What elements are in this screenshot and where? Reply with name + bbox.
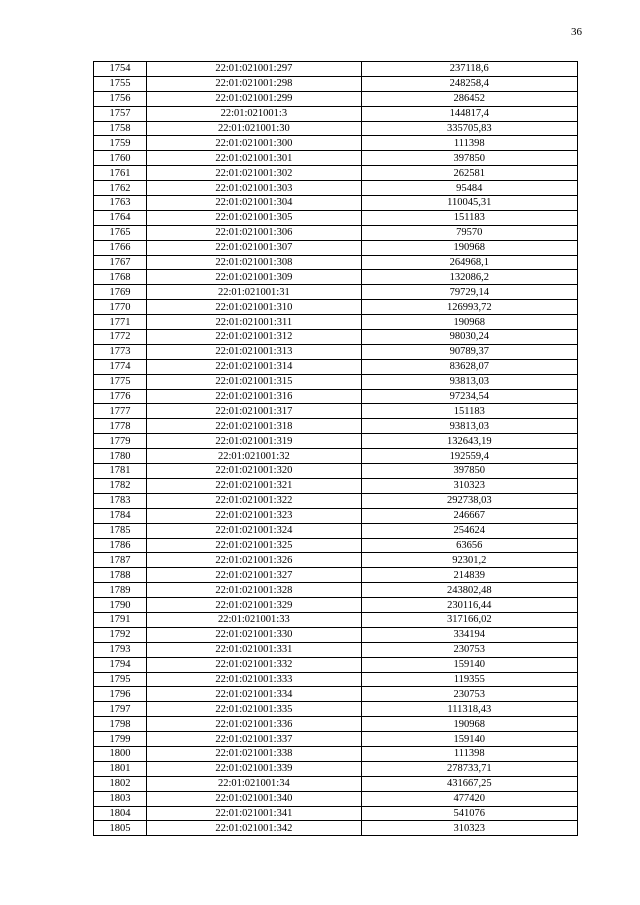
cadastral-number-cell: 22:01:021001:30 bbox=[147, 121, 361, 136]
table-row bbox=[94, 746, 578, 761]
value-cell: 93813,03 bbox=[361, 419, 577, 434]
table-row bbox=[94, 598, 578, 613]
table-row bbox=[94, 181, 578, 196]
cadastral-number-cell: 22:01:021001:342 bbox=[147, 821, 361, 836]
value-cell: 132643,19 bbox=[361, 434, 577, 449]
row-number-cell: 1764 bbox=[94, 210, 147, 225]
table-row bbox=[94, 493, 578, 508]
cadastral-number-cell: 22:01:021001:318 bbox=[147, 419, 361, 434]
cadastral-number-cell: 22:01:021001:337 bbox=[147, 732, 361, 747]
row-number-cell: 1788 bbox=[94, 568, 147, 583]
row-number-cell: 1802 bbox=[94, 776, 147, 791]
cadastral-number-cell: 22:01:021001:302 bbox=[147, 166, 361, 181]
row-number-cell: 1780 bbox=[94, 449, 147, 464]
value-cell: 119355 bbox=[361, 672, 577, 687]
value-cell: 230753 bbox=[361, 642, 577, 657]
value-cell: 98030,24 bbox=[361, 330, 577, 345]
table-row bbox=[94, 568, 578, 583]
table-row bbox=[94, 210, 578, 225]
value-cell: 397850 bbox=[361, 151, 577, 166]
value-cell: 93813,03 bbox=[361, 374, 577, 389]
table-row bbox=[94, 732, 578, 747]
cadastral-number-cell: 22:01:021001:297 bbox=[147, 62, 361, 77]
table-row bbox=[94, 419, 578, 434]
value-cell: 310323 bbox=[361, 821, 577, 836]
row-number-cell: 1783 bbox=[94, 493, 147, 508]
cadastral-number-cell: 22:01:021001:307 bbox=[147, 240, 361, 255]
value-cell: 111318,43 bbox=[361, 702, 577, 717]
value-cell: 132086,2 bbox=[361, 270, 577, 285]
table-row bbox=[94, 404, 578, 419]
row-number-cell: 1792 bbox=[94, 627, 147, 642]
table-row bbox=[94, 225, 578, 240]
value-cell: 317166,02 bbox=[361, 612, 577, 627]
value-cell: 190968 bbox=[361, 717, 577, 732]
row-number-cell: 1779 bbox=[94, 434, 147, 449]
cadastral-number-cell: 22:01:021001:299 bbox=[147, 91, 361, 106]
table-row bbox=[94, 76, 578, 91]
value-cell: 230116,44 bbox=[361, 598, 577, 613]
cadastral-number-cell: 22:01:021001:336 bbox=[147, 717, 361, 732]
row-number-cell: 1785 bbox=[94, 523, 147, 538]
row-number-cell: 1799 bbox=[94, 732, 147, 747]
row-number-cell: 1798 bbox=[94, 717, 147, 732]
value-cell: 111398 bbox=[361, 746, 577, 761]
value-cell: 262581 bbox=[361, 166, 577, 181]
table-row bbox=[94, 523, 578, 538]
value-cell: 92301,2 bbox=[361, 553, 577, 568]
cadastral-number-cell: 22:01:021001:304 bbox=[147, 196, 361, 211]
value-cell: 63656 bbox=[361, 538, 577, 553]
table-row bbox=[94, 285, 578, 300]
table-row bbox=[94, 464, 578, 479]
row-number-cell: 1754 bbox=[94, 62, 147, 77]
table-row bbox=[94, 478, 578, 493]
row-number-cell: 1796 bbox=[94, 687, 147, 702]
cadastral-number-cell: 22:01:021001:323 bbox=[147, 508, 361, 523]
row-number-cell: 1784 bbox=[94, 508, 147, 523]
row-number-cell: 1804 bbox=[94, 806, 147, 821]
row-number-cell: 1772 bbox=[94, 330, 147, 345]
row-number-cell: 1778 bbox=[94, 419, 147, 434]
cadastral-number-cell: 22:01:021001:309 bbox=[147, 270, 361, 285]
row-number-cell: 1801 bbox=[94, 761, 147, 776]
row-number-cell: 1758 bbox=[94, 121, 147, 136]
cadastral-number-cell: 22:01:021001:325 bbox=[147, 538, 361, 553]
cadastral-number-cell: 22:01:021001:315 bbox=[147, 374, 361, 389]
table-row bbox=[94, 330, 578, 345]
value-cell: 254624 bbox=[361, 523, 577, 538]
cadastral-number-cell: 22:01:021001:31 bbox=[147, 285, 361, 300]
row-number-cell: 1791 bbox=[94, 612, 147, 627]
row-number-cell: 1786 bbox=[94, 538, 147, 553]
table-row bbox=[94, 583, 578, 598]
table-row bbox=[94, 106, 578, 121]
value-cell: 97234,54 bbox=[361, 389, 577, 404]
table-row bbox=[94, 315, 578, 330]
value-cell: 151183 bbox=[361, 404, 577, 419]
table-row bbox=[94, 717, 578, 732]
row-number-cell: 1795 bbox=[94, 672, 147, 687]
cadastral-number-cell: 22:01:021001:339 bbox=[147, 761, 361, 776]
cadastral-number-cell: 22:01:021001:333 bbox=[147, 672, 361, 687]
cadastral-number-cell: 22:01:021001:326 bbox=[147, 553, 361, 568]
table-body bbox=[94, 62, 578, 836]
cadastral-number-cell: 22:01:021001:308 bbox=[147, 255, 361, 270]
cadastral-number-cell: 22:01:021001:317 bbox=[147, 404, 361, 419]
table-row bbox=[94, 642, 578, 657]
value-cell: 334194 bbox=[361, 627, 577, 642]
table-row bbox=[94, 151, 578, 166]
table-row bbox=[94, 687, 578, 702]
row-number-cell: 1800 bbox=[94, 746, 147, 761]
table-row bbox=[94, 389, 578, 404]
cadastral-number-cell: 22:01:021001:341 bbox=[147, 806, 361, 821]
row-number-cell: 1757 bbox=[94, 106, 147, 121]
row-number-cell: 1769 bbox=[94, 285, 147, 300]
value-cell: 144817,4 bbox=[361, 106, 577, 121]
row-number-cell: 1759 bbox=[94, 136, 147, 151]
value-cell: 214839 bbox=[361, 568, 577, 583]
table-row bbox=[94, 761, 578, 776]
value-cell: 190968 bbox=[361, 315, 577, 330]
cadastral-number-cell: 22:01:021001:334 bbox=[147, 687, 361, 702]
value-cell: 237118,6 bbox=[361, 62, 577, 77]
table-row bbox=[94, 702, 578, 717]
cadastral-number-cell: 22:01:021001:327 bbox=[147, 568, 361, 583]
row-number-cell: 1805 bbox=[94, 821, 147, 836]
value-cell: 79570 bbox=[361, 225, 577, 240]
cadastral-number-cell: 22:01:021001:311 bbox=[147, 315, 361, 330]
value-cell: 477420 bbox=[361, 791, 577, 806]
row-number-cell: 1790 bbox=[94, 598, 147, 613]
table-row bbox=[94, 508, 578, 523]
value-cell: 278733,71 bbox=[361, 761, 577, 776]
cadastral-number-cell: 22:01:021001:313 bbox=[147, 344, 361, 359]
value-cell: 151183 bbox=[361, 210, 577, 225]
table-row bbox=[94, 196, 578, 211]
value-cell: 159140 bbox=[361, 657, 577, 672]
cadastral-number-cell: 22:01:021001:33 bbox=[147, 612, 361, 627]
table-row bbox=[94, 240, 578, 255]
value-cell: 431667,25 bbox=[361, 776, 577, 791]
table-row bbox=[94, 612, 578, 627]
cadastral-number-cell: 22:01:021001:301 bbox=[147, 151, 361, 166]
table-row bbox=[94, 672, 578, 687]
cadastral-number-cell: 22:01:021001:300 bbox=[147, 136, 361, 151]
row-number-cell: 1775 bbox=[94, 374, 147, 389]
row-number-cell: 1773 bbox=[94, 344, 147, 359]
row-number-cell: 1776 bbox=[94, 389, 147, 404]
cadastral-number-cell: 22:01:021001:3 bbox=[147, 106, 361, 121]
table-row bbox=[94, 806, 578, 821]
row-number-cell: 1768 bbox=[94, 270, 147, 285]
cadastral-number-cell: 22:01:021001:34 bbox=[147, 776, 361, 791]
cadastral-number-cell: 22:01:021001:305 bbox=[147, 210, 361, 225]
row-number-cell: 1756 bbox=[94, 91, 147, 106]
value-cell: 126993,72 bbox=[361, 300, 577, 315]
row-number-cell: 1797 bbox=[94, 702, 147, 717]
cadastral-number-cell: 22:01:021001:335 bbox=[147, 702, 361, 717]
table-row bbox=[94, 344, 578, 359]
value-cell: 264968,1 bbox=[361, 255, 577, 270]
value-cell: 335705,83 bbox=[361, 121, 577, 136]
table-row bbox=[94, 553, 578, 568]
table-row bbox=[94, 62, 578, 77]
cadastral-number-cell: 22:01:021001:312 bbox=[147, 330, 361, 345]
table-row bbox=[94, 121, 578, 136]
table-row bbox=[94, 434, 578, 449]
cadastral-number-cell: 22:01:021001:324 bbox=[147, 523, 361, 538]
row-number-cell: 1755 bbox=[94, 76, 147, 91]
value-cell: 190968 bbox=[361, 240, 577, 255]
table-row bbox=[94, 538, 578, 553]
row-number-cell: 1766 bbox=[94, 240, 147, 255]
value-cell: 246667 bbox=[361, 508, 577, 523]
row-number-cell: 1803 bbox=[94, 791, 147, 806]
row-number-cell: 1760 bbox=[94, 151, 147, 166]
row-number-cell: 1765 bbox=[94, 225, 147, 240]
row-number-cell: 1781 bbox=[94, 464, 147, 479]
value-cell: 310323 bbox=[361, 478, 577, 493]
row-number-cell: 1794 bbox=[94, 657, 147, 672]
value-cell: 292738,03 bbox=[361, 493, 577, 508]
cadastral-number-cell: 22:01:021001:332 bbox=[147, 657, 361, 672]
row-number-cell: 1793 bbox=[94, 642, 147, 657]
value-cell: 111398 bbox=[361, 136, 577, 151]
table-row bbox=[94, 776, 578, 791]
row-number-cell: 1777 bbox=[94, 404, 147, 419]
row-number-cell: 1767 bbox=[94, 255, 147, 270]
cadastral-number-cell: 22:01:021001:314 bbox=[147, 359, 361, 374]
table-row bbox=[94, 359, 578, 374]
value-cell: 159140 bbox=[361, 732, 577, 747]
cadastral-number-cell: 22:01:021001:32 bbox=[147, 449, 361, 464]
row-number-cell: 1774 bbox=[94, 359, 147, 374]
cadastral-number-cell: 22:01:021001:303 bbox=[147, 181, 361, 196]
cadastral-number-cell: 22:01:021001:330 bbox=[147, 627, 361, 642]
cadastral-number-cell: 22:01:021001:329 bbox=[147, 598, 361, 613]
cadastral-number-cell: 22:01:021001:328 bbox=[147, 583, 361, 598]
table-row bbox=[94, 791, 578, 806]
cadastral-number-cell: 22:01:021001:320 bbox=[147, 464, 361, 479]
cadastral-number-cell: 22:01:021001:340 bbox=[147, 791, 361, 806]
table-row bbox=[94, 270, 578, 285]
cadastral-number-cell: 22:01:021001:331 bbox=[147, 642, 361, 657]
table-row bbox=[94, 91, 578, 106]
value-cell: 286452 bbox=[361, 91, 577, 106]
page-number: 36 bbox=[571, 26, 582, 38]
table-row bbox=[94, 166, 578, 181]
row-number-cell: 1763 bbox=[94, 196, 147, 211]
cadastral-number-cell: 22:01:021001:319 bbox=[147, 434, 361, 449]
table-row bbox=[94, 300, 578, 315]
cadastral-number-cell: 22:01:021001:338 bbox=[147, 746, 361, 761]
cadastral-number-cell: 22:01:021001:298 bbox=[147, 76, 361, 91]
table-row bbox=[94, 374, 578, 389]
table-row bbox=[94, 657, 578, 672]
value-cell: 541076 bbox=[361, 806, 577, 821]
table-row bbox=[94, 821, 578, 836]
cadastral-number-cell: 22:01:021001:310 bbox=[147, 300, 361, 315]
value-cell: 230753 bbox=[361, 687, 577, 702]
cadastral-number-cell: 22:01:021001:322 bbox=[147, 493, 361, 508]
value-cell: 90789,37 bbox=[361, 344, 577, 359]
table-row bbox=[94, 449, 578, 464]
value-cell: 79729,14 bbox=[361, 285, 577, 300]
value-cell: 248258,4 bbox=[361, 76, 577, 91]
row-number-cell: 1770 bbox=[94, 300, 147, 315]
value-cell: 243802,48 bbox=[361, 583, 577, 598]
row-number-cell: 1789 bbox=[94, 583, 147, 598]
value-cell: 83628,07 bbox=[361, 359, 577, 374]
table-row bbox=[94, 627, 578, 642]
table-row bbox=[94, 136, 578, 151]
row-number-cell: 1761 bbox=[94, 166, 147, 181]
value-cell: 95484 bbox=[361, 181, 577, 196]
value-cell: 397850 bbox=[361, 464, 577, 479]
row-number-cell: 1782 bbox=[94, 478, 147, 493]
row-number-cell: 1762 bbox=[94, 181, 147, 196]
cadastral-value-table bbox=[93, 61, 578, 836]
table-row bbox=[94, 255, 578, 270]
cadastral-number-cell: 22:01:021001:321 bbox=[147, 478, 361, 493]
cadastral-number-cell: 22:01:021001:316 bbox=[147, 389, 361, 404]
row-number-cell: 1771 bbox=[94, 315, 147, 330]
cadastral-number-cell: 22:01:021001:306 bbox=[147, 225, 361, 240]
value-cell: 192559,4 bbox=[361, 449, 577, 464]
row-number-cell: 1787 bbox=[94, 553, 147, 568]
value-cell: 110045,31 bbox=[361, 196, 577, 211]
